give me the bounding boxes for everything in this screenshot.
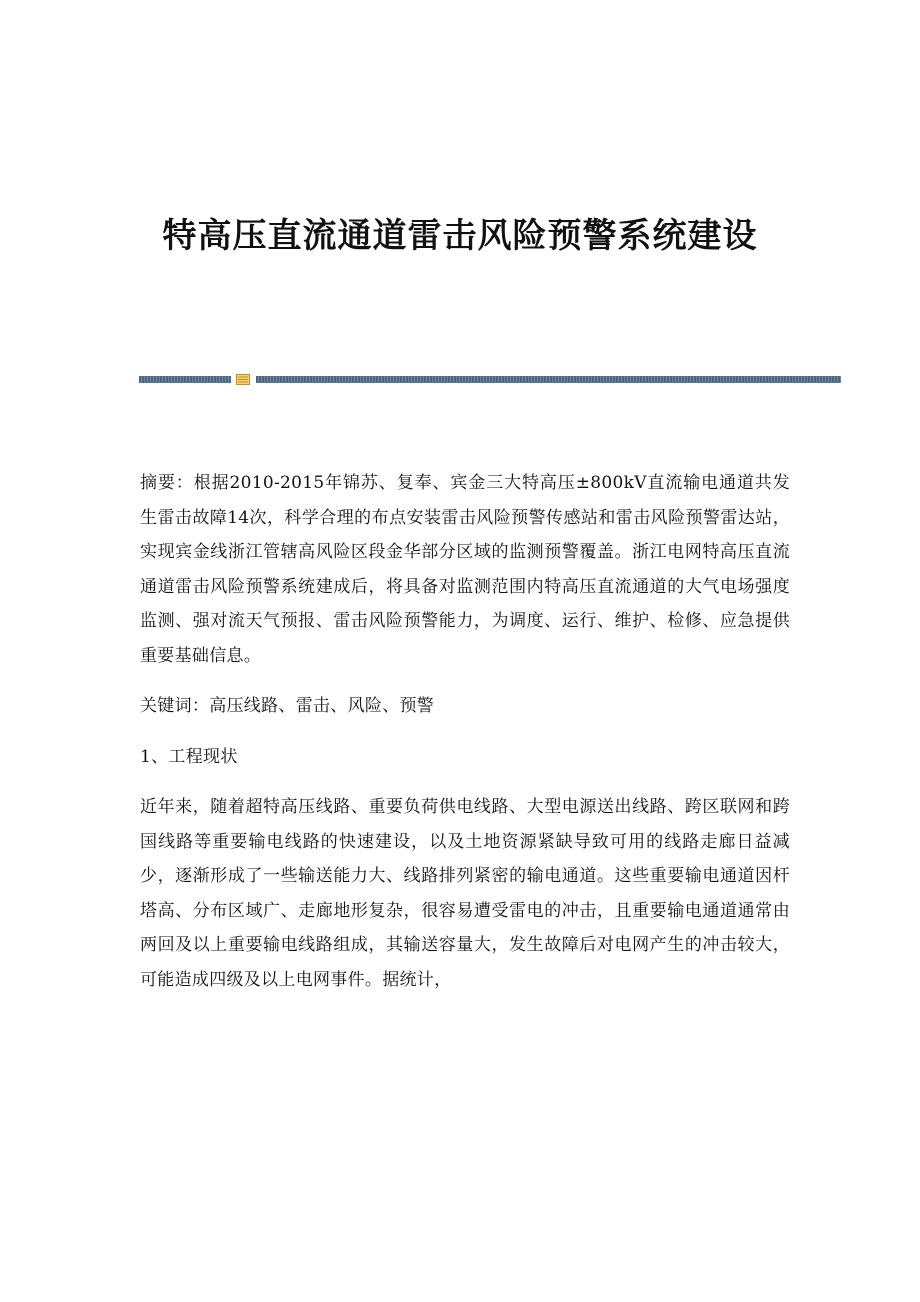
section-heading: 1、工程现状 [140, 746, 238, 767]
divider-bar-left [139, 376, 231, 383]
abstract-paragraph: 摘要：根据2010-2015年锦苏、复奉、宾金三大特高压±800kV直流输电通道共发生雷击故障14次，科学合理的布点安装雷击风险预警传感站和雷击风险预警雷达站，实现宾金线浙江管辖高风险区段金华部分区域的监测预警覆盖。浙江电网特高压直流通道雷击风险预警系统建成后，将具备对监测范围内特高压直流通道的大气电场强度监测、强对流天气预报、雷击风险预警能力，为调度、运行、维护、检修、应急提供重要基础信息。 [140, 473, 790, 666]
document-body [140, 466, 790, 997]
title-divider [139, 374, 841, 385]
keywords-line: 关键词：高压线路、雷击、风险、预警 [140, 696, 435, 716]
divider-ornament-icon [236, 374, 250, 385]
document-title: 特高压直流通道雷击风险预警系统建设 [162, 216, 758, 256]
section-paragraph: 近年来，随着超特高压线路、重要负荷供电线路、大型电源送出线路、跨区联网和跨国线路等重要输电线路的快速建设，以及土地资源紧缺导致可用的线路走廊日益减少，逐渐形成了一些输送能力大、线路排列紧密的输电通道。这些重要输电通道因杆塔高、分布区域广、走廊地形复杂，很容易遭受雷电的冲击，且重要输电通道通常由两回及以上重要输电线路组成，其输送容量大，发生故障后对电网产生的冲击较大，可能造成四级及以上电网事件。据统计， [140, 797, 790, 990]
divider-bar-right [256, 376, 841, 383]
